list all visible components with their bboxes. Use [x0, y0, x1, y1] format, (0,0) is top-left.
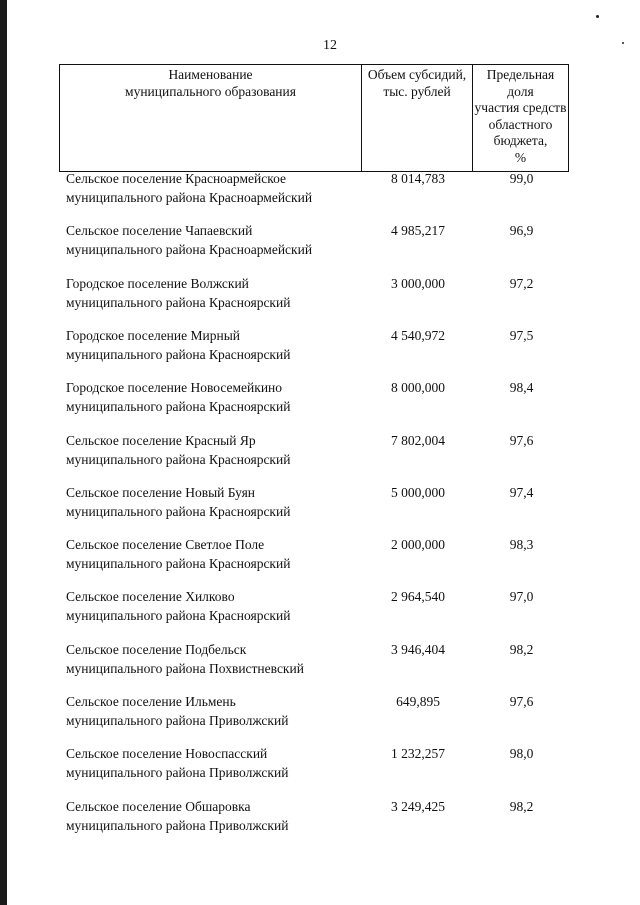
budget-share: 97,6	[509, 694, 534, 709]
municipality-name: Сельское поселение Обшаровка муниципального района Приволжский	[66, 799, 289, 833]
header-subsidy-amount: Объем субсидий, тыс. рублей	[362, 65, 473, 171]
budget-share: 97,0	[509, 589, 534, 604]
table-row	[0, 484, 640, 524]
table-row	[0, 327, 640, 367]
page-number: 12	[323, 38, 337, 53]
budget-share: 97,6	[509, 433, 534, 448]
subsidy-amount: 5 000,000	[391, 485, 445, 500]
municipality-name: Сельское поселение Красноармейское муниципального района Красноармейский	[66, 171, 313, 205]
table-row	[0, 432, 640, 472]
subsidy-amount: 3 249,425	[391, 799, 445, 814]
budget-share: 97,4	[509, 485, 534, 500]
scan-speck	[596, 15, 599, 18]
municipality-name: Городское поселение Мирный муниципального района Красноярский	[66, 328, 291, 362]
subsidy-amount: 1 232,257	[391, 746, 445, 761]
municipality-name: Сельское поселение Хилково муниципального района Красноярский	[66, 589, 291, 623]
budget-share: 97,2	[509, 276, 534, 291]
budget-share: 98,2	[509, 642, 534, 657]
municipality-name: Городское поселение Волжский муниципального района Красноярский	[66, 276, 291, 310]
table-row	[0, 641, 640, 681]
municipality-name: Сельское поселение Ильмень муниципального района Приволжский	[66, 694, 289, 728]
table-row	[0, 379, 640, 419]
budget-share: 99,0	[509, 171, 534, 186]
subsidy-amount: 4 540,972	[391, 328, 445, 343]
table-header	[59, 64, 569, 172]
subsidy-amount: 649,895	[396, 694, 440, 709]
municipality-name: Сельское поселение Новоспасский муниципального района Приволжский	[66, 746, 289, 780]
budget-share: 96,9	[509, 223, 534, 238]
subsidy-amount: 3 000,000	[391, 276, 445, 291]
budget-share: 97,5	[509, 328, 534, 343]
municipality-name: Сельское поселение Чапаевский муниципального района Красноармейский	[66, 223, 313, 257]
header-municipality-name: Наименование муниципального образования	[60, 65, 362, 171]
budget-share: 98,3	[509, 537, 534, 552]
budget-share: 98,4	[509, 380, 534, 395]
table-row	[0, 798, 640, 838]
table-row	[0, 222, 640, 262]
header-budget-share: Предельная доля участия средств областного бюджета, %	[474, 67, 567, 165]
municipality-name: Сельское поселение Новый Буян муниципального района Красноярский	[66, 485, 291, 519]
subsidy-amount: 7 802,004	[391, 433, 445, 448]
municipality-name: Сельское поселение Светлое Поле муниципального района Красноярский	[66, 537, 291, 571]
budget-share: 98,2	[509, 799, 534, 814]
table-row	[0, 170, 640, 210]
table-row	[0, 275, 640, 315]
municipality-name: Сельское поселение Подбельск муниципального района Похвистневский	[66, 642, 304, 676]
municipality-name: Городское поселение Новосемейкино муниципального района Красноярский	[66, 380, 291, 414]
subsidy-amount: 8 000,000	[391, 380, 445, 395]
table-row	[0, 693, 640, 733]
subsidy-amount: 3 946,404	[391, 642, 445, 657]
budget-share: 98,0	[509, 746, 534, 761]
subsidy-amount: 4 985,217	[391, 223, 445, 238]
subsidy-amount: 2 000,000	[391, 537, 445, 552]
municipality-name: Сельское поселение Красный Яр муниципального района Красноярский	[66, 433, 291, 467]
subsidy-amount: 2 964,540	[391, 589, 445, 604]
table-row	[0, 536, 640, 576]
table-row	[0, 588, 640, 628]
subsidy-amount: 8 014,783	[391, 171, 445, 186]
table-row	[0, 745, 640, 785]
